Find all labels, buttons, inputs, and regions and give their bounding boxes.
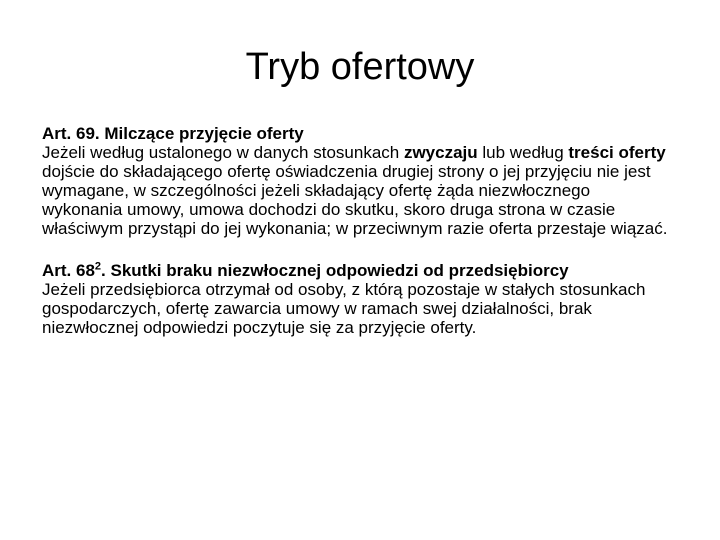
article-69-text-part3: dojście do składającego ofertę oświadczenia drugiej strony o jej przyjęciu nie jest wymagane, w szczególności jeżeli składający ofertę żąda niezwłocznego wykonania umowy, umowa dochodzi do skutku, skoro druga strona w czasie właściwym przystąpi do jej wykonania; w przeciwnym razie oferta przestaje wiązać. (42, 162, 668, 238)
article-69-heading: Art. 69. Milczące przyjęcie oferty (42, 124, 304, 143)
slide-content (42, 124, 674, 360)
article-68-2-body: Jeżeli przedsiębiorca otrzymał od osoby, z którą pozostaje w stałych stosunkach gospodarczych, ofertę zawarcia umowy w ramach swej działalności, brak niezwłocznej odpowiedzi poczytuje się za przyjęcie oferty. (42, 280, 646, 337)
article-69-text-part1: Jeżeli według ustalonego w danych stosunkach (42, 143, 404, 162)
article-69-body (42, 143, 674, 238)
article-68-2-heading-prefix: Art. 68 (42, 261, 95, 280)
article-69-bold-custom: zwyczaju (403, 143, 478, 162)
slide-title: Tryb ofertowy (245, 46, 475, 88)
article-69-text-part2: lub według (477, 143, 569, 162)
article-68-2-heading (42, 261, 674, 280)
article-68-2-heading-superscript: 2 (94, 260, 102, 273)
article-68-2-heading-rest: . Skutki braku niezwłocznej odpowiedzi od przedsiębiorcy (101, 261, 569, 280)
article-69 (42, 124, 674, 238)
article-69-bold-offer-content: treści oferty (568, 143, 666, 162)
article-68-2 (42, 261, 674, 337)
